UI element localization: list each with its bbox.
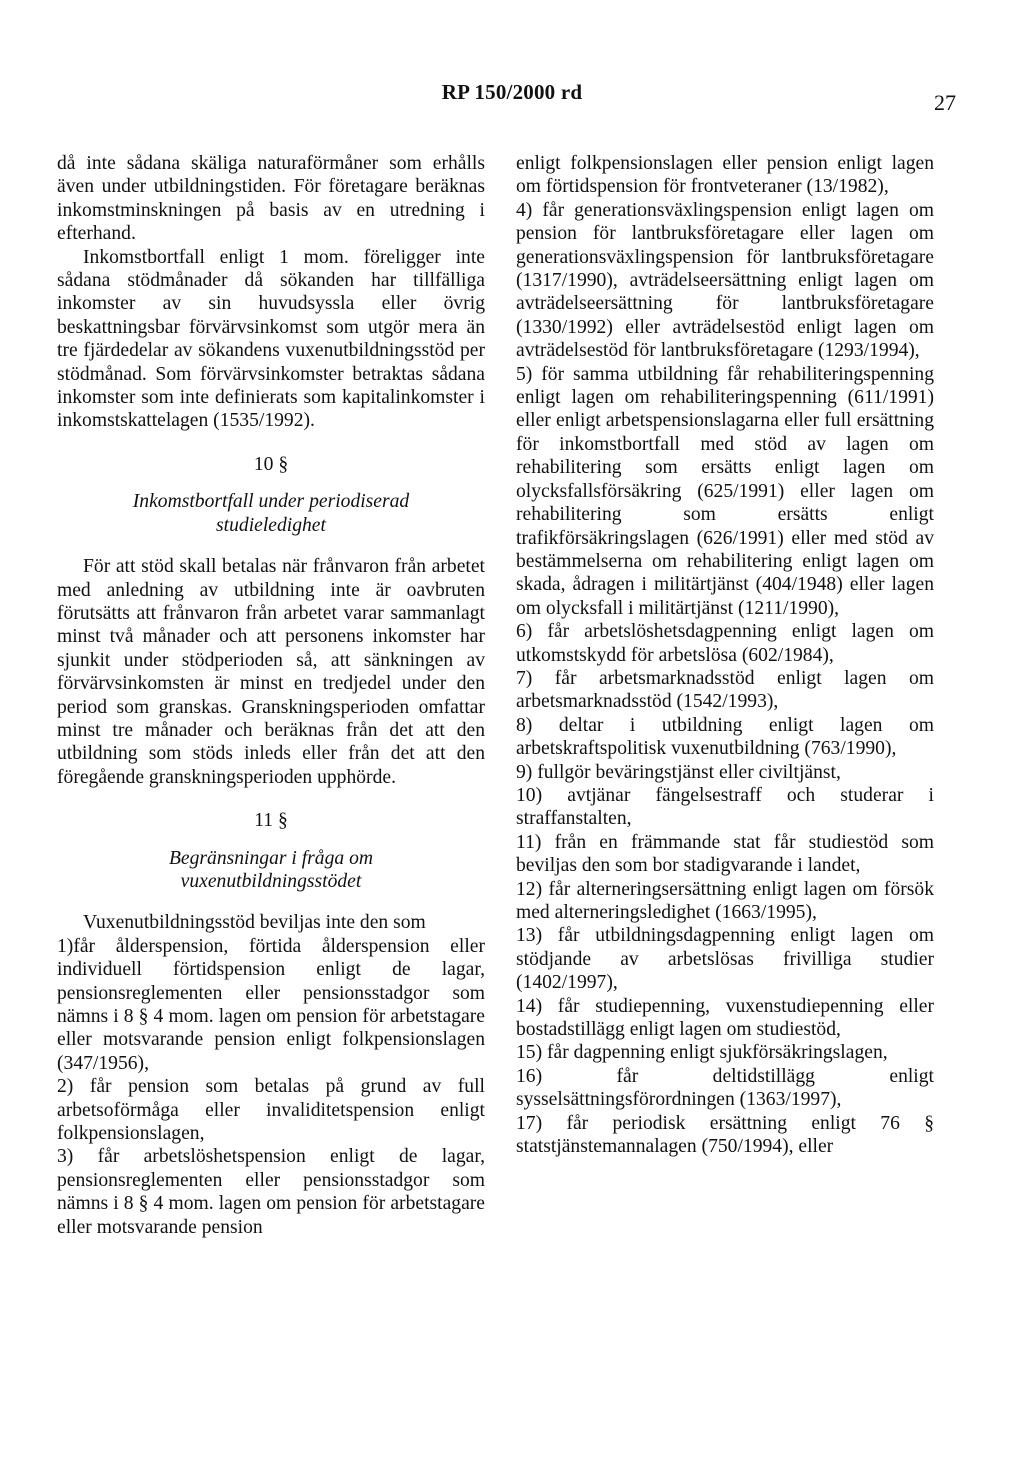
list-item: 16) får deltidstillägg enligt sysselsättningsförordningen (1363/1997), (516, 1065, 934, 1111)
paragraph-continuation: enligt folkpensionslagen eller pension enligt lagen om förtidspension för frontveteraner (13/1982), (516, 153, 934, 198)
list-item: 10) avtjänar fängelsestraff och studerar i straffanstalten, (516, 784, 934, 830)
left-column (57, 152, 485, 1239)
list-item: 13) får utbildningsdagpenning enligt lagen om stödjande av arbetslösas frivilliga studier (1402/1997), (516, 925, 934, 994)
list-item: 11) från en främmande stat får studiestöd som beviljas den som bor stadigvarande i landet, (516, 831, 934, 877)
paragraph-income-loss: Inkomstbortfall enligt 1 mom. föreligger inte sådana stödmånader då sökanden har tillfälliga inkomster av sin huvudsyssla eller övrig beskattningsbar förvärvsinkomst som utgör mera än tre fjärdedelar av sökandens vuxenutbildningsstöd per stödmånad. Som förvärvsinkomster betraktas sådana inkomster som inte definierats som kapitalinkomster i inkomstskattelagen (1535/1992). (57, 246, 485, 432)
section-10-number: 10 § (253, 453, 289, 475)
list-item: 6) får arbetslöshetsdagpenning enligt lagen om utkomstskydd för arbetslösa (602/1984), (516, 621, 934, 666)
list-item: 14) får studiepenning, vuxenstudiepenning eller bostadstillägg enligt lagen om studiestöd, (516, 995, 934, 1041)
list-item: 12) får alterneringsersättning enligt lagen om försök med alterneringsledighet (1663/1995), (516, 878, 934, 923)
list-item: 3) får arbetslöshetspension enligt de lagar, pensionsreglementen eller pensionsstadgor som nämns i 8 § 4 mom. lagen om pension för arbetstagare eller motsvarande pension (57, 1146, 485, 1238)
section-10-title: Inkomstbortfall under periodiserad studieledighet (132, 491, 410, 536)
list-item: 1)får ålderspension, förtida ålderspension eller individuell förtidspension enligt de lagar, pensionsreglementen eller pensionsstadgor som nämns i 8 § 4 mom. lagen om pension för arbetstagare eller motsvarande pension enligt folkpensionslagen (347/1956), (57, 935, 485, 1074)
list-item: 17) får periodisk ersättning enligt 76 § statstjänstemannalagen (750/1994), eller (516, 1112, 934, 1158)
section-11-intro: Vuxenutbildningsstöd beviljas inte den som (83, 912, 426, 934)
paragraph-continuation: då inte sådana skäliga naturaförmåner som erhålls även under utbildningstiden. För företagare beräknas inkomstminskningen på basis av en utredning i efterhand. (57, 153, 485, 245)
section-11-title: Begränsningar i fråga om vuxenutbildningsstödet (168, 847, 374, 892)
right-column (516, 152, 934, 1158)
list-item: 4) får generationsväxlingspension enligt lagen om pension för lantbruksföretagare eller lagen om generationsväxlingspension för lantbruksföretagare (1317/1990), avträdelseersättning enligt lagen om avträdelseersättning för lantbruksföretagare (1330/1992) eller avträdelsestöd enligt lagen om avträdelsestöd för lantbruksföretagare (1293/1994), (516, 199, 934, 362)
page-number: 27 (934, 90, 956, 115)
list-item: 7) får arbetsmarknadsstöd enligt lagen om arbetsmarknadsstöd (1542/1993), (516, 667, 934, 713)
section-10-text: För att stöd skall betalas när frånvaron från arbetet med anledning av utbildning inte är oavbruten förutsätts att frånvaron från arbetet varar sammanlagt minst två månader och att personens inkomster har sjunkit under stödperioden så, att sänkningen av förvärvsinkomsten är minst en tredjedel under den period som granskas. Granskningsperioden omfattar minst tre månader och beräknas från det att den utbildning som stöds inleds eller från det att den föregående granskningsperioden upphörde. (57, 556, 485, 788)
document-title: RP 150/2000 rd (441, 80, 583, 104)
list-item: 5) för samma utbildning får rehabiliteringspenning enligt lagen om rehabiliteringspenning (611/1991) eller enligt arbetspensionslagarna eller full ersättning för inkomstbortfall med stöd av lagen om rehabilitering som ersätts enligt lagen om olycksfallsförsäkring (625/1991) eller lagen om rehabilitering som ersätts enligt trafikförsäkringslagen (626/1991) eller med stöd av bestämmelserna om rehabilitering enligt lagen om skada, ådragen i militärtjänst (404/1948) eller lagen om olycksfall i militärtjänst (1211/1990), (516, 363, 934, 619)
page-header (0, 80, 1024, 120)
list-item: 8) deltar i utbildning enligt lagen om arbetskraftspolitisk vuxenutbildning (763/1990), (516, 714, 934, 760)
section-11-list-left (57, 935, 485, 1239)
list-item: 2) får pension som betalas på grund av full arbetsoförmåga eller invaliditetspension enligt folkpensionslagen, (57, 1076, 485, 1145)
section-11-list-right (516, 199, 934, 1159)
section-11-number: 11 § (254, 810, 288, 832)
list-item: 15) får dagpenning enligt sjukförsäkringslagen, (516, 1042, 888, 1064)
list-item: 9) fullgör beväringstjänst eller civiltjänst, (516, 761, 841, 783)
